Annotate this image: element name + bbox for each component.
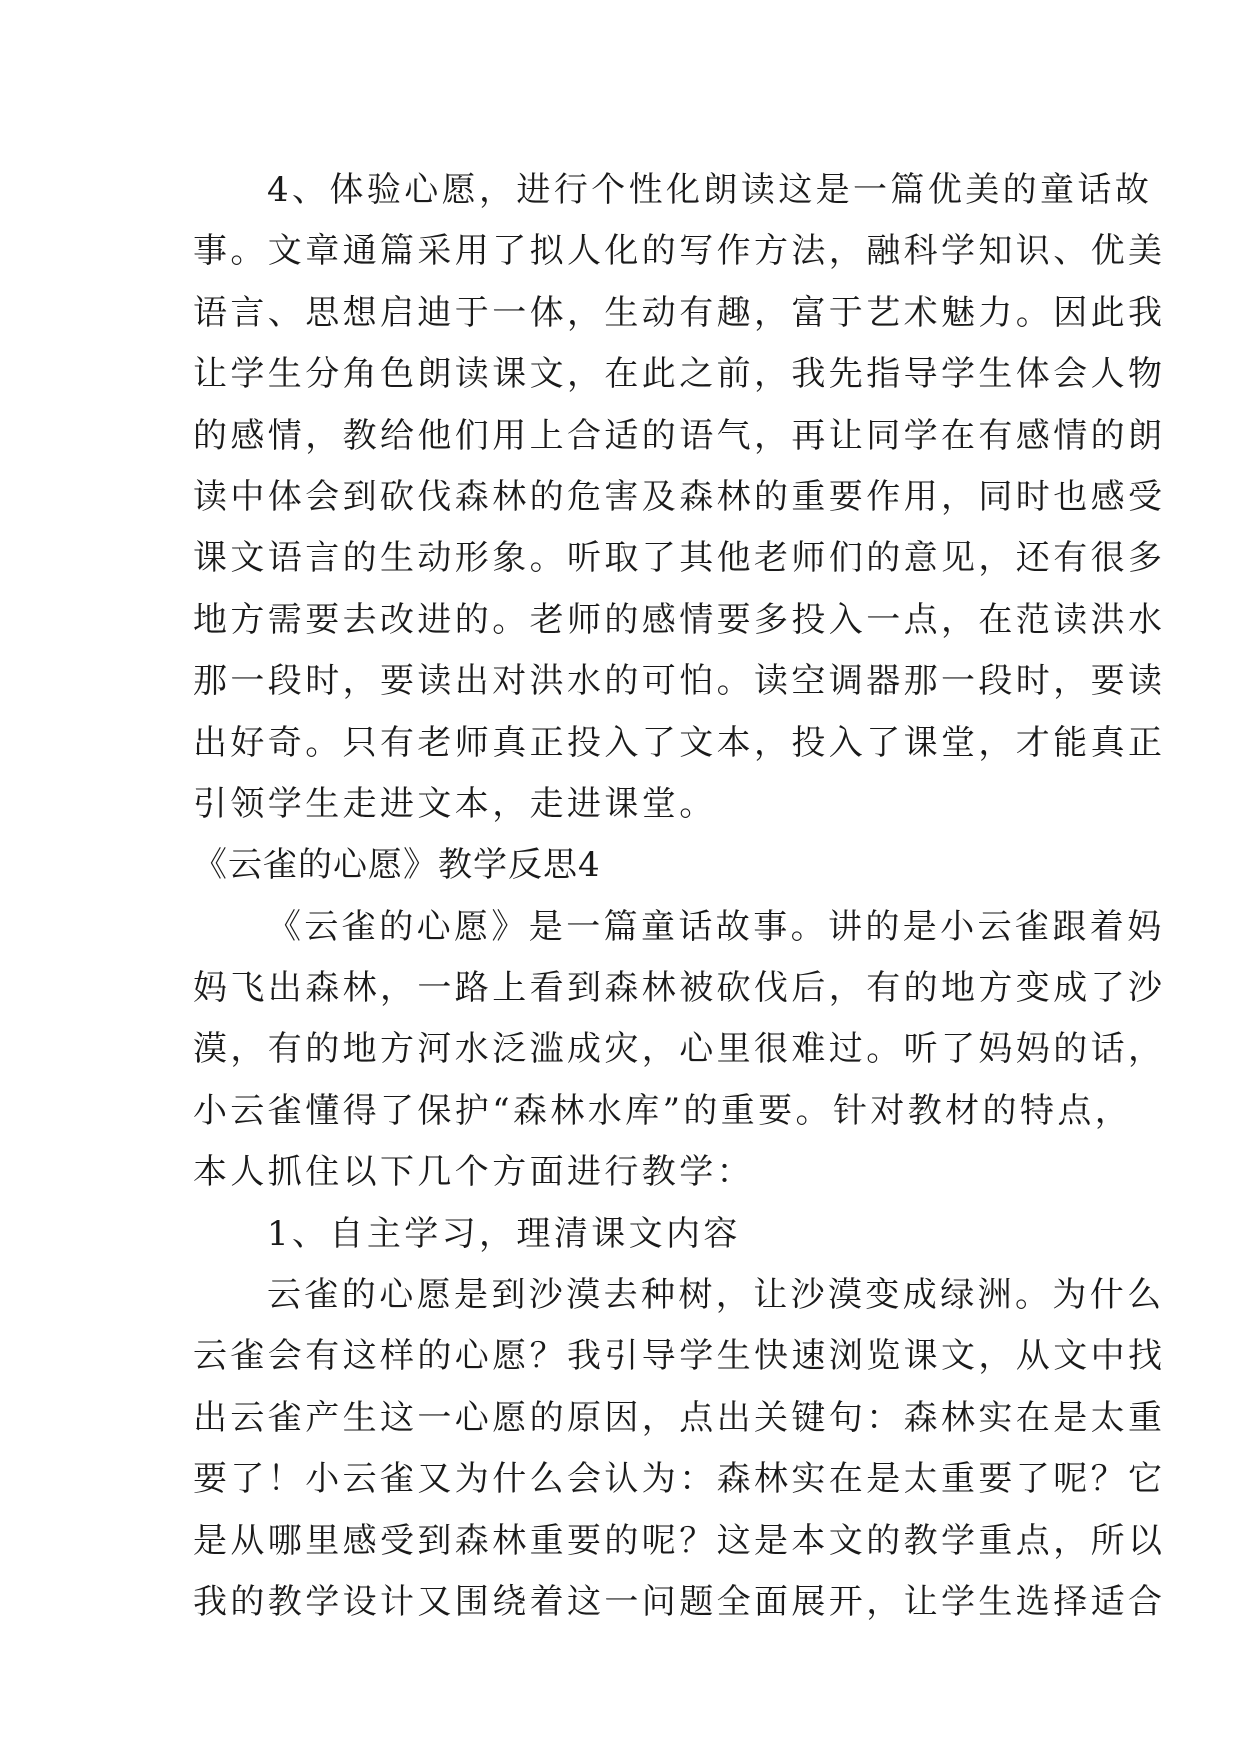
paragraph-line: 漠，有的地方河水泛滥成灾，心里很难过。听了妈妈的话， bbox=[193, 1029, 1166, 1070]
paragraph-line: 4、体验心愿，进行个性化朗读这是一篇优美的童话故 bbox=[267, 170, 1153, 210]
paragraph-line: 读中体会到砍伐森林的危害及森林的重要作用，同时也感受 bbox=[193, 476, 1166, 517]
paragraph-line: 引领学生走进文本，走进课堂。 bbox=[193, 783, 717, 824]
paragraph-line: 让学生分角色朗读课文，在此之前，我先指导学生体会人物 bbox=[193, 354, 1166, 395]
paragraph-line: 云雀会有这样的心愿？我引导学生快速浏览课文，从文中找 bbox=[193, 1336, 1166, 1377]
paragraph-line: 要了！小云雀又为什么会认为：森林实在是太重要了呢？它 bbox=[193, 1459, 1166, 1500]
paragraph-line: 云雀的心愿是到沙漠去种树，让沙漠变成绿洲。为什么 bbox=[267, 1275, 1165, 1316]
paragraph-line: 地方需要去改进的。老师的感情要多投入一点，在范读洪水 bbox=[193, 599, 1166, 640]
paragraph-line: 课文语言的生动形象。听取了其他老师们的意见，还有很多 bbox=[193, 538, 1166, 579]
paragraph-line: 小云雀懂得了保护“森林水库”的重要。针对教材的特点， bbox=[193, 1090, 1133, 1131]
document-body bbox=[193, 160, 1166, 1633]
paragraph-line: 的感情，教给他们用上合适的语气，再让同学在有感情的朗 bbox=[193, 415, 1166, 456]
section-heading: 《云雀的心愿》教学反思4 bbox=[193, 845, 601, 886]
paragraph-line: 是从哪里感受到森林重要的呢？这是本文的教学重点，所以 bbox=[193, 1520, 1166, 1561]
paragraph-line: 出好奇。只有老师真正投入了文本，投入了课堂，才能真正 bbox=[193, 722, 1166, 763]
paragraph-line: 那一段时，要读出对洪水的可怕。读空调器那一段时，要读 bbox=[193, 661, 1166, 702]
paragraph-line: 出云雀产生这一心愿的原因，点出关键句：森林实在是太重 bbox=[193, 1397, 1166, 1438]
paragraph-line: 事。文章通篇采用了拟人化的写作方法，融科学知识、优美 bbox=[193, 231, 1166, 272]
paragraph-line: 《云雀的心愿》是一篇童话故事。讲的是小云雀跟着妈 bbox=[267, 906, 1165, 947]
paragraph-line: 妈飞出森林，一路上看到森林被砍伐后，有的地方变成了沙 bbox=[193, 968, 1166, 1009]
paragraph-line: 我的教学设计又围绕着这一问题全面展开，让学生选择适合 bbox=[193, 1581, 1166, 1622]
subsection-heading: 1、自主学习，理清课文内容 bbox=[267, 1213, 741, 1254]
paragraph-line: 本人抓住以下几个方面进行教学： bbox=[193, 1152, 754, 1193]
paragraph-line: 语言、思想启迪于一体，生动有趣，富于艺术魅力。因此我 bbox=[193, 292, 1166, 333]
